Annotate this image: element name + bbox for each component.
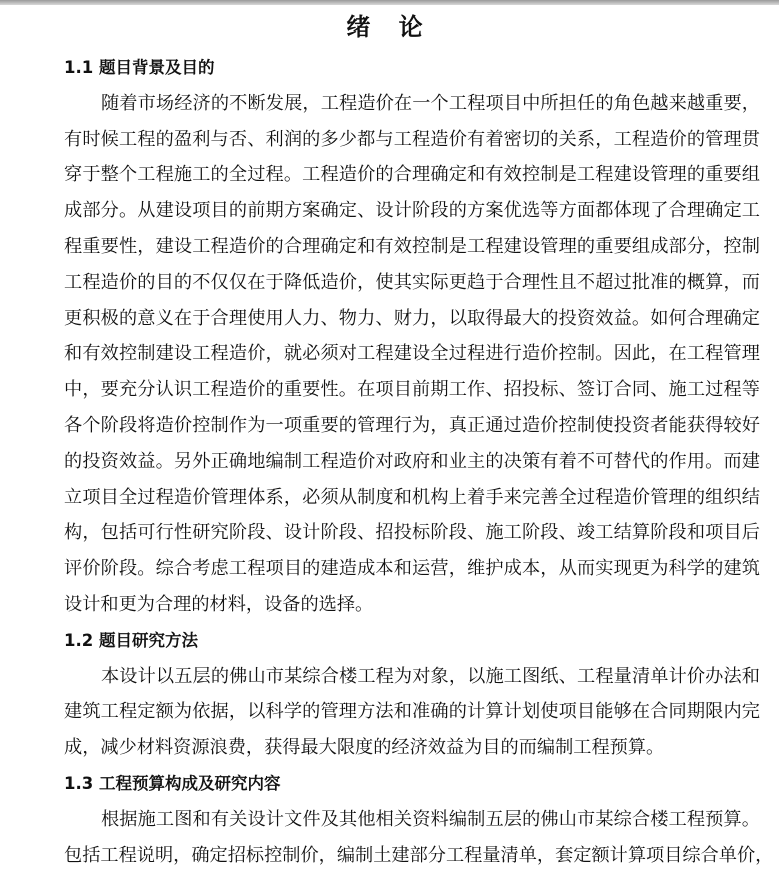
text-line: 和有效控制建设工程造价，就必须对工程建设全过程进行造价控制。因此，在工程管理 — [64, 343, 760, 365]
text-line: 根据施工图和有关设计文件及其他相关资料编制五层的佛山市某综合楼工程预算。 — [101, 808, 760, 830]
text-line: 工程造价的目的不仅仅在于降低造价，使其实际更趋于合理性且不超过批准的概算，而 — [64, 271, 760, 293]
section-heading: 1.1 题目背景及目的 — [64, 58, 215, 77]
text-line: 程重要性，建设工程造价的合理确定和有效控制是工程建设管理的重要组成部分，控制 — [64, 235, 760, 257]
text-line: 各个阶段将造价控制作为一项重要的管理行为，真正通过造价控制使投资者能获得较好 — [64, 414, 760, 436]
text-line: 包括工程说明，确定招标控制价，编制土建部分工程量清单，套定额计算项目综合单价， — [64, 844, 774, 866]
section-heading: 1.2 题目研究方法 — [64, 630, 198, 650]
page-title: 绪 论 — [346, 13, 433, 41]
paragraph — [64, 802, 774, 874]
text-line: 穿于整个工程施工的全过程。工程造价的合理确定和有效控制是工程建设管理的重要组 — [64, 164, 760, 186]
text-line: 随着市场经济的不断发展，工程造价在一个工程项目中所担任的角色越来越重要， — [101, 92, 760, 114]
text-line: 中，要充分认识工程造价的重要性。在项目前期工作、招投标、签订合同、施工过程等 — [64, 379, 760, 401]
document-body — [64, 50, 774, 873]
text-line: 本设计以五层的佛山市某综合楼工程为对象，以施工图纸、工程量清单计价办法和 — [101, 665, 760, 687]
text-line: 更积极的意义在于合理使用人力、物力、财力，以取得最大的投资效益。如何合理确定 — [64, 307, 760, 329]
text-line: 设计和更为合理的材料，设备的选择。 — [64, 593, 374, 615]
text-line: 成部分。从建设项目的前期方案确定、设计阶段的方案优选等方面都体现了合理确定工 — [64, 200, 760, 222]
top-border — [0, 0, 779, 5]
paragraph — [64, 659, 760, 766]
text-line: 成，减少材料资源浪费，获得最大限度的经济效益为目的而编制工程预算。 — [64, 737, 665, 759]
text-line: 立项目全过程造价管理体系，必须从制度和机构上着手来完善全过程造价管理的组织结 — [64, 486, 760, 508]
paragraph — [64, 86, 760, 623]
text-line: 评价阶段。综合考虑工程项目的建造成本和运营，维护成本，从而实现更为科学的建筑 — [64, 558, 760, 580]
section-heading: 1.3 工程预算构成及研究内容 — [64, 773, 281, 793]
text-line: 构，包括可行性研究阶段、设计阶段、招投标阶段、施工阶段、竣工结算阶段和项目后 — [64, 522, 760, 544]
text-line: 建筑工程定额为依据，以科学的管理方法和准确的计算计划使项目能够在合同期限内完 — [64, 701, 760, 723]
text-line: 有时候工程的盈利与否、利润的多少都与工程造价有着密切的关系，工程造价的管理贯 — [64, 128, 760, 150]
text-line: 的投资效益。另外正确地编制工程造价对政府和业主的决策有着不可替代的作用。而建 — [64, 450, 760, 472]
